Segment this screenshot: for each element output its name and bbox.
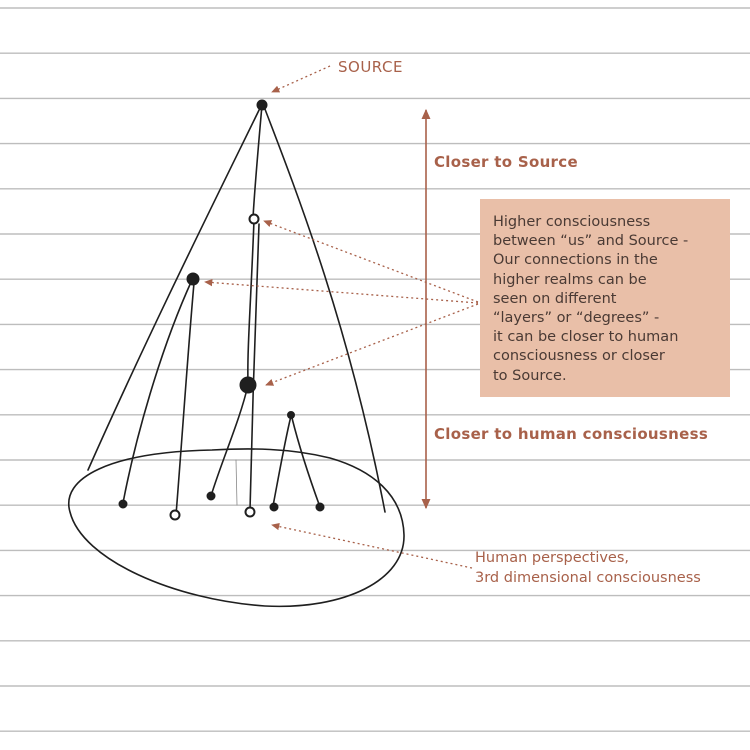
note-line: “layers” or “degrees” - xyxy=(493,310,660,327)
note-line: Our connections in the xyxy=(493,252,658,269)
closer-to-source-label: Closer to Source xyxy=(434,153,578,171)
pointer-to-center-node xyxy=(266,304,478,385)
note-line: to Source. xyxy=(493,367,567,384)
faint-guide-line xyxy=(236,460,237,505)
base-node-2 xyxy=(171,511,180,520)
connection-line-f xyxy=(273,416,291,506)
note-line: higher realms can be xyxy=(493,271,647,288)
base-node-3 xyxy=(207,492,215,500)
node-mid-left xyxy=(187,273,199,285)
higher-consciousness-note xyxy=(480,199,730,397)
pointer-to-base xyxy=(272,525,472,568)
connection-line-e xyxy=(211,385,248,496)
note-line: consciousness or closer xyxy=(493,348,665,365)
source-node xyxy=(257,100,267,110)
base-node-4 xyxy=(246,508,255,517)
note-line: it can be closer to human xyxy=(493,329,679,346)
cone-sketch xyxy=(69,104,404,606)
annotation-arrows xyxy=(205,66,478,568)
pointer-to-upper-node xyxy=(264,221,478,302)
node-small-right xyxy=(288,412,295,419)
pointer-to-left-node xyxy=(205,282,478,303)
note-line: Higher consciousness xyxy=(493,214,651,230)
note-line: seen on different xyxy=(493,290,617,307)
human-perspectives-label xyxy=(475,549,701,588)
connection-line-c xyxy=(123,280,192,503)
node-upper-open xyxy=(250,215,259,224)
node-mid-center xyxy=(240,377,256,393)
human-perspectives-line: 3rd dimensional consciousness xyxy=(475,569,701,586)
base-node-5 xyxy=(270,503,278,511)
connection-line-g xyxy=(292,418,320,507)
note-line: between “us” and Source - xyxy=(493,233,689,250)
source-label: SOURCE xyxy=(338,58,403,76)
base-node-1 xyxy=(119,500,127,508)
human-perspectives-line: Human perspectives, xyxy=(475,550,630,566)
source-pointer-arrow xyxy=(272,66,330,92)
cone-nodes xyxy=(119,100,324,520)
closer-to-human-label: Closer to human consciousness xyxy=(434,425,709,443)
connection-line-a xyxy=(248,220,254,383)
connection-line-d xyxy=(176,283,194,515)
base-node-6 xyxy=(316,503,324,511)
connection-source-line xyxy=(253,105,262,218)
